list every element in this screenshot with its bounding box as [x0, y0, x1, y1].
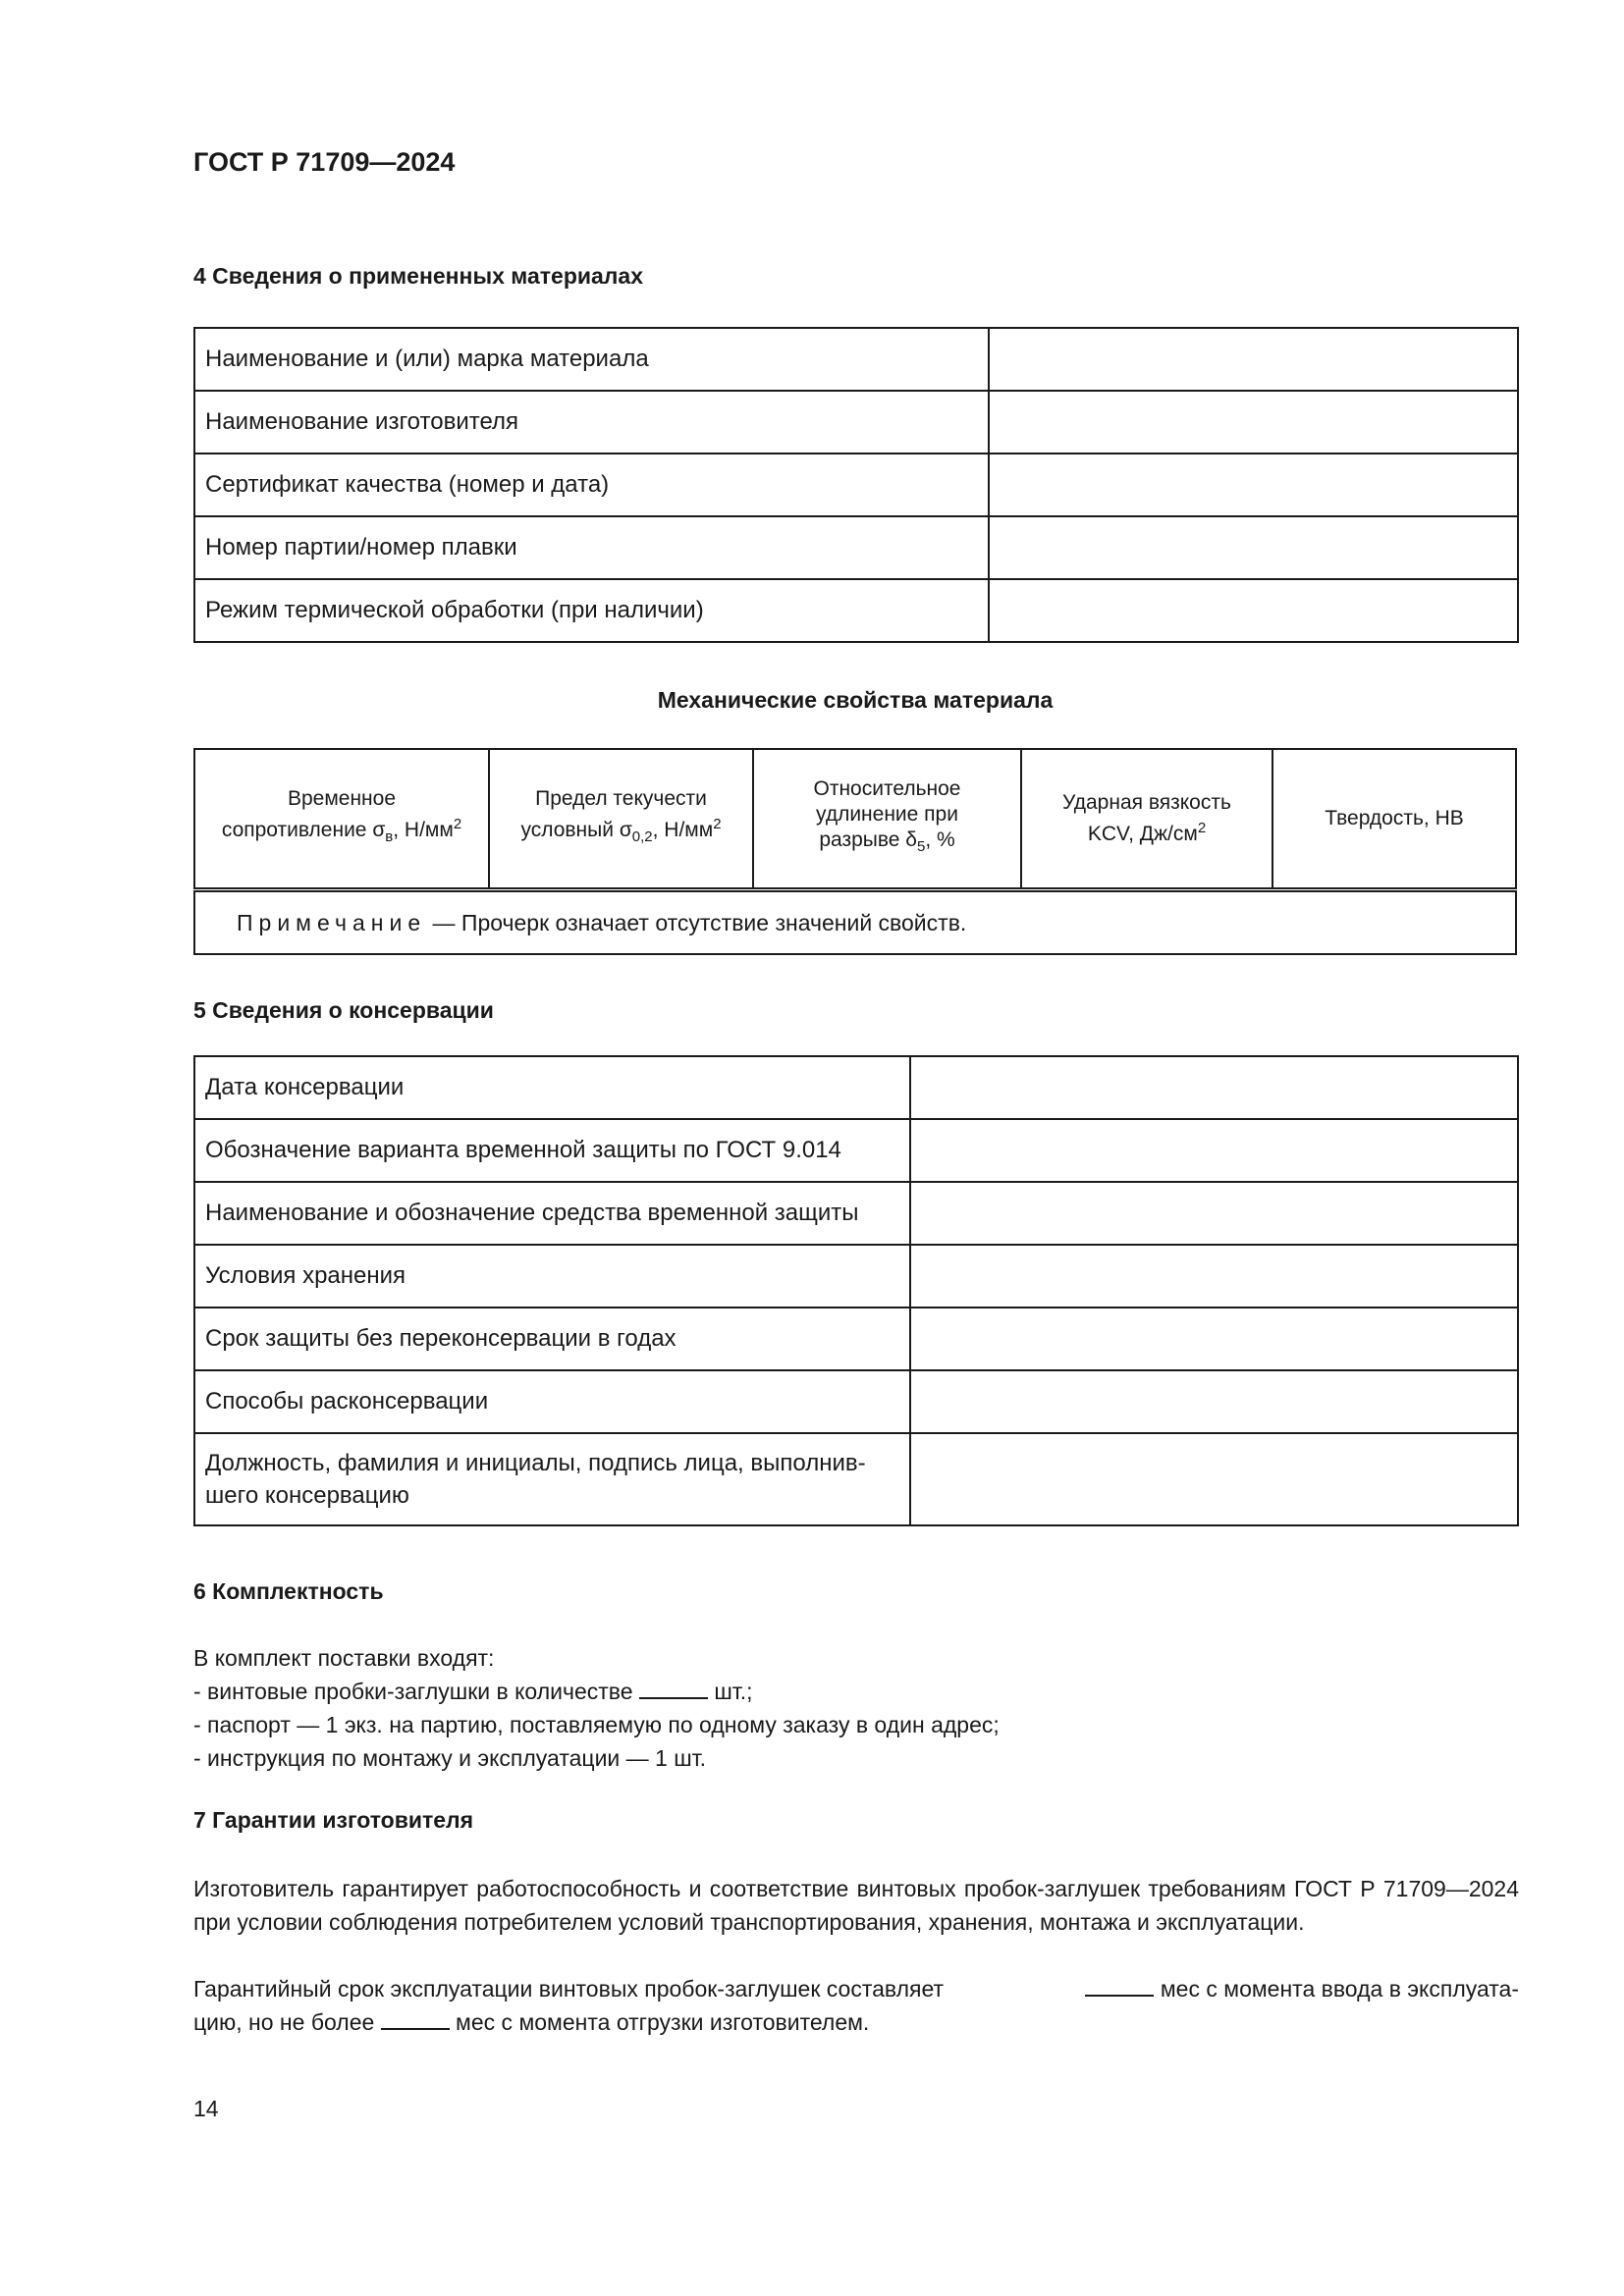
section-6-title: 6 Комплектность [193, 1578, 384, 1604]
page-number: 14 [193, 2096, 219, 2121]
column-header-yield-strength: Предел текучести условный $\sigma_{0,2}$, $Н/мм^2$ [489, 749, 753, 890]
table-row [194, 328, 1518, 391]
row-label: Режим термической обработки (при наличии) [194, 579, 989, 642]
row-label: Номер партии/номер плавки [194, 516, 989, 579]
column-header-hardness: Твердость, НВ [1272, 749, 1516, 890]
section-4-title: 4 Сведения о примененных материалах [193, 263, 644, 289]
blank-field [381, 2010, 450, 2030]
table-row [194, 1182, 1518, 1245]
row-label: Дата консервации [194, 1056, 910, 1119]
value-cell[interactable] [910, 1119, 1518, 1182]
value-cell[interactable] [910, 1308, 1518, 1370]
list-item: - инструкция по монтажу и эксплуатации — 1 шт. [193, 1745, 707, 1771]
column-header-elongation: Относительное удлинение при разрыве $\delta_5$, % [753, 749, 1021, 890]
list-item: - винтовые пробки-заглушки в количестве шт.; [193, 1679, 753, 1704]
table-row [194, 1119, 1518, 1182]
value-cell[interactable] [989, 454, 1518, 516]
row-label: Обозначение варианта временной защиты по ГОСТ 9.014 [194, 1119, 910, 1182]
table-row [194, 454, 1518, 516]
row-label: Способы расконсервации [194, 1370, 910, 1433]
table-note [194, 890, 1516, 955]
note-text: — Прочерк означает отсутствие значений свойств. [426, 909, 967, 935]
section-5-title: 5 Сведения о консервации [193, 997, 494, 1023]
column-header-tensile-strength: Временное сопротивление $\sigma_в$, $Н/мм^2$ [194, 749, 489, 890]
table-row [194, 516, 1518, 579]
column-header-impact-strength: Ударная вязкость KCV, $Дж/см^2$ [1021, 749, 1272, 890]
value-cell[interactable] [989, 516, 1518, 579]
section-7-title: 7 Гарантии изготовителя [193, 1807, 474, 1833]
note-label: Примечание [237, 909, 427, 935]
table-row [194, 1433, 1518, 1525]
guarantee-paragraph-2: Гарантийный срок эксплуатации винтовых пробок-заглушек составляет мес с момента ввода в эксплуата- цию, но не более мес с момента отгрузки изготовителем. [193, 1976, 1519, 2035]
value-cell[interactable] [910, 1370, 1518, 1433]
table-row [194, 1370, 1518, 1433]
blank-field [1085, 1977, 1154, 1997]
table-row [194, 1056, 1518, 1119]
value-cell[interactable] [910, 1182, 1518, 1245]
row-label: Сертификат качества (номер и дата) [194, 454, 989, 516]
value-cell[interactable] [910, 1433, 1518, 1525]
value-cell[interactable] [910, 1245, 1518, 1308]
table-row [194, 1245, 1518, 1308]
materials-table [193, 327, 1519, 643]
table-header-row [194, 749, 1516, 890]
table-row [194, 1308, 1518, 1370]
row-label: Наименование изготовителя [194, 391, 989, 454]
mechanical-properties-table [193, 748, 1517, 955]
row-label: Условия хранения [194, 1245, 910, 1308]
value-cell[interactable] [910, 1056, 1518, 1119]
table-row [194, 579, 1518, 642]
row-label: Наименование и обозначение средства временной защиты [194, 1182, 910, 1245]
row-label: Срок защиты без переконсервации в годах [194, 1308, 910, 1370]
value-cell[interactable] [989, 328, 1518, 391]
row-label: Наименование и (или) марка материала [194, 328, 989, 391]
list-intro: В комплект поставки входят: [193, 1645, 495, 1671]
guarantee-paragraph-1: Изготовитель гарантирует работоспособность и соответствие винтовых пробок-заглушек требованиям ГОСТ Р 71709—2024 при условии соблюдения потребителем условий транспортирования, хранения, монтажа и эксплуатации. [193, 1876, 1519, 1935]
mechanical-properties-caption: Механические свойства материала [657, 687, 1054, 713]
preservation-table [193, 1055, 1519, 1526]
table-row [194, 391, 1518, 454]
row-label: Должность, фамилия и инициалы, подпись лица, выполнив- шего консервацию [194, 1433, 910, 1525]
list-item: - паспорт — 1 экз. на партию, поставляемую по одному заказу в один адрес; [193, 1712, 1000, 1737]
document-code-header: ГОСТ Р 71709—2024 [193, 147, 456, 177]
table-note-row [194, 890, 1516, 955]
completeness-list [193, 1641, 1519, 1775]
blank-field [639, 1680, 708, 1699]
value-cell[interactable] [989, 579, 1518, 642]
value-cell[interactable] [989, 391, 1518, 454]
